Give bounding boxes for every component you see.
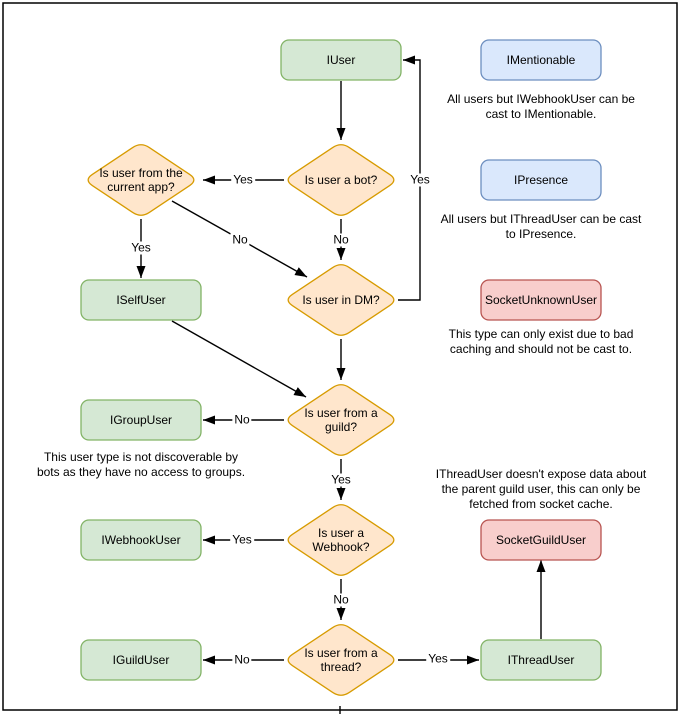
decision-is-bot — [288, 145, 394, 215]
node-ipresence-label: IPresence — [513, 173, 569, 187]
annotation-group-note: This user type is not discoverable by bots as they have no access to groups. — [36, 450, 246, 479]
node-ithreaduser-label: IThreadUser — [507, 653, 575, 667]
decision-is-guild-label: Is user from a guild? — [304, 406, 378, 434]
decision-is-bot-label: Is user a bot? — [304, 173, 378, 187]
node-socketguilduser — [481, 520, 601, 560]
node-igroupuser — [81, 400, 201, 440]
node-iwebhookuser — [81, 520, 201, 560]
node-socketunknownuser-label: SocketUnknownUser — [484, 293, 598, 307]
annotation-thread-note: IThreadUser doesn't expose data about the parent guild user, this can only be fetched from socket cache. — [435, 467, 647, 511]
edge-iselfuser-to-isguild — [172, 321, 306, 397]
node-socketguilduser-label: SocketGuildUser — [495, 533, 587, 547]
annotation-presence-note: All users but IThreadUser can be cast to IPresence. — [440, 212, 642, 241]
edge-label-guild-yes: Yes — [331, 472, 351, 487]
annotation-mentionable-note: All users but IWebhookUser can be cast to IMentionable. — [447, 92, 635, 121]
node-iwebhookuser-label: IWebhookUser — [101, 533, 181, 547]
node-iselfuser-label: ISelfUser — [116, 293, 166, 307]
edge-label-thread-yes: Yes — [428, 651, 448, 666]
node-ipresence — [481, 160, 601, 200]
node-iguilduser-label: IGuildUser — [112, 653, 170, 667]
decision-is-webhook-label: Is user a Webhook? — [312, 526, 370, 554]
edge-label-thread-no: No — [234, 652, 250, 667]
decision-is-dm-label: Is user in DM? — [302, 293, 380, 307]
edge-label-currentapp-no: No — [232, 232, 248, 247]
node-iuser — [281, 40, 401, 80]
node-iselfuser — [81, 280, 201, 320]
edge-label-guild-no: No — [234, 412, 250, 427]
node-imentionable — [481, 40, 601, 80]
edge-label-bot-no: No — [333, 232, 349, 247]
decision-is-webhook — [288, 505, 394, 575]
decision-is-current-app-label: Is user from the current app? — [99, 166, 183, 194]
edge-label-currentapp-yes: Yes — [131, 240, 151, 255]
edge-label-webhook-yes: Yes — [232, 532, 252, 547]
edge-label-bot-yes: Yes — [233, 172, 253, 187]
node-imentionable-label: IMentionable — [506, 53, 576, 67]
node-iuser-label: IUser — [326, 53, 356, 67]
edge-label-dm-yes: Yes — [410, 172, 430, 187]
edge-label-webhook-no: No — [333, 592, 349, 607]
node-iguilduser — [81, 640, 201, 680]
node-socketunknownuser — [481, 280, 601, 320]
node-igroupuser-label: IGroupUser — [109, 413, 173, 427]
node-ithreaduser — [481, 640, 601, 680]
annotation-unknown-note: This type can only exist due to bad caching and should not be cast to. — [448, 327, 634, 356]
decision-is-thread-label: Is user from a thread? — [304, 646, 378, 674]
decision-is-thread — [288, 625, 394, 695]
